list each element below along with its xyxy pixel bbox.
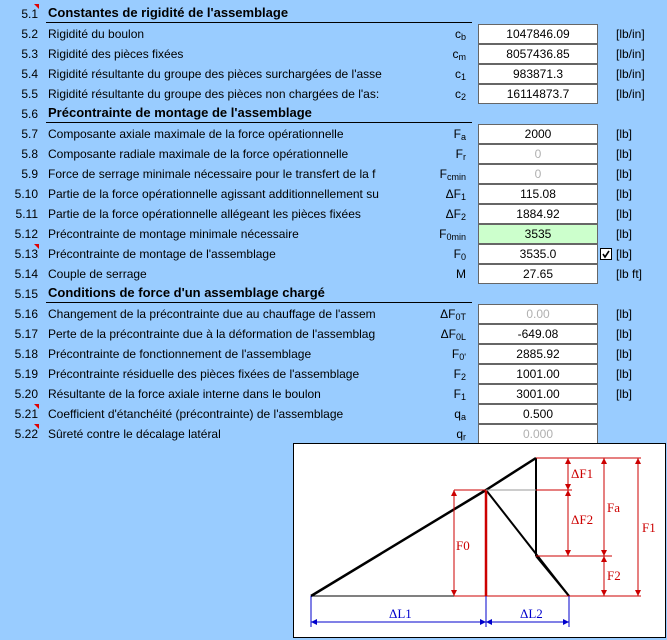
row-label: Sûreté contre le décalage latéral [48,427,221,441]
symbol: $c_2$ [454,87,466,102]
unit-label: [lb] [616,227,633,241]
section-rule [46,22,472,23]
row-number: 5.16 [14,307,38,321]
parameter-row [0,24,667,44]
symbol: $F_1$ [453,387,466,402]
parameter-row [0,324,667,344]
row-number: 5.17 [14,327,38,341]
symbol: $c_m$ [452,47,466,62]
row-number: 5.5 [21,87,38,101]
symbol: $c_1$ [454,67,466,82]
section-header [0,104,667,124]
label-F1: F1 [642,520,656,535]
value-field[interactable]: 0.000 [478,424,598,444]
row-label: Conditions de force d'un assemblage chargé [48,286,325,300]
unit-label: [lb] [616,307,633,321]
value-field[interactable]: 0 [478,144,598,164]
unit-label: [lb] [616,147,633,161]
parameter-row [0,264,667,284]
row-number: 5.13 [14,247,38,261]
symbol: $F_r$ [455,147,466,162]
unit-label: [lb] [616,247,633,261]
row-label: Coefficient d'étanchéité (précontrainte) de l'assemblage [48,407,344,421]
comment-marker-icon[interactable] [34,244,39,249]
symbol: $F_{0'}$ [451,347,466,362]
unit-label: [lb] [616,207,633,221]
row-number: 5.10 [14,187,38,201]
symbol: $F_{0min}$ [439,227,466,242]
row-number: 5.4 [21,67,38,81]
row-number: 5.22 [14,427,38,441]
symbol: $\Delta F_2$ [445,207,466,222]
value-field[interactable]: 983871.3 [478,64,598,84]
row-label: Constantes de rigidité de l'assemblage [48,6,289,20]
row-number: 5.21 [14,407,38,421]
unit-label: [lb ft] [616,267,643,281]
symbol: $\Delta F_{0T}$ [440,307,466,322]
row-number: 5.20 [14,387,38,401]
value-field[interactable]: 1884.92 [478,204,598,224]
value-field[interactable]: 0.500 [478,404,598,424]
row-number: 5.12 [14,227,38,241]
row-number: 5.3 [21,47,38,61]
parameter-row [0,344,667,364]
value-field[interactable]: 16114873.7 [478,84,598,104]
row-number: 5.14 [14,267,38,281]
symbol: $q_a$ [454,407,466,422]
comment-marker-icon[interactable] [34,4,39,9]
symbol: $q_r$ [456,427,466,442]
row-label: Précontrainte de fonctionnement de l'assemblage [48,347,312,361]
row-label: Précontrainte de montage de l'assemblage [48,106,312,120]
parameter-row [0,244,667,264]
parameter-row [0,44,667,64]
row-number: 5.7 [21,127,38,141]
parameter-row [0,84,667,104]
parameter-row [0,64,667,84]
section-rule [46,122,472,123]
row-label: Précontrainte de montage minimale nécessaire [48,227,299,241]
row-label: Rigidité résultante du groupe des pièces surchargées de l'asse [48,67,382,81]
parameter-row [0,424,667,444]
manual-value-checkbox[interactable] [600,248,612,260]
row-label: Perte de la précontrainte due à la déformation de l'assemblag [48,327,376,341]
symbol: $F_{cmin}$ [439,167,466,182]
row-label: Partie de la force opérationnelle agissant additionnellement su [48,187,379,201]
parameter-row [0,204,667,224]
row-number: 5.6 [21,107,38,121]
label-F0: F0 [456,538,470,553]
row-number: 5.8 [21,147,38,161]
unit-label: [lb] [616,347,633,361]
label-dF1: ΔF1 [571,466,594,481]
row-label: Précontrainte de montage de l'assemblage [48,247,276,261]
section-header [0,284,667,304]
row-label: Rigidité résultante du groupe des pièces non chargées de l'as: [48,87,380,101]
bolt-load-line [486,458,536,490]
symbol: $\Delta F_1$ [445,187,466,202]
parameter-row [0,384,667,404]
unit-label: [lb] [616,187,633,201]
value-field[interactable]: 2885.92 [478,344,598,364]
value-field[interactable]: 1001.00 [478,364,598,384]
row-number: 5.2 [21,27,38,41]
unit-label: [lb] [616,387,633,401]
value-field[interactable]: 3535.0 [478,244,598,264]
value-field[interactable]: 8057436.85 [478,44,598,64]
row-number: 5.15 [14,287,38,301]
comment-marker-icon[interactable] [34,424,39,429]
row-label: Changement de la précontrainte due au chauffage de l'assem [48,307,376,321]
row-label: Rigidité des pièces fixées [48,47,184,61]
row-label: Rigidité du boulon [48,27,145,41]
unit-label: [lb] [616,367,633,381]
parameter-row [0,304,667,324]
value-field[interactable]: 0 [478,164,598,184]
unit-label: [lb/in] [616,87,645,101]
row-label: Force de serrage minimale nécessaire pour le transfert de la f [48,167,376,181]
parameter-row [0,404,667,424]
symbol: $c_b$ [454,27,466,42]
unit-label: [lb/in] [616,47,645,61]
label-dL1: ΔL1 [389,606,412,621]
symbol: M [456,267,466,281]
symbol: $\Delta F_{0L}$ [440,327,466,342]
unit-label: [lb/in] [616,27,645,41]
row-number: 5.9 [21,167,38,181]
parameter-row [0,224,667,244]
unit-label: [lb] [616,327,633,341]
parameter-row [0,184,667,204]
label-dL2: ΔL2 [520,606,543,621]
row-number: 5.11 [15,207,38,221]
value-field[interactable]: 27.65 [478,264,598,284]
row-label: Partie de la force opérationnelle allégeant les pièces fixées [48,207,361,221]
row-number: 5.18 [14,347,38,361]
unit-label: [lb] [616,167,633,181]
row-label: Précontrainte résiduelle des pièces fixées de l'assemblage [48,367,360,381]
value-field[interactable]: 0.00 [478,304,598,324]
symbol: $F_2$ [453,367,466,382]
parameter-row [0,124,667,144]
label-dF2: ΔF2 [571,512,594,527]
section-rule [46,302,472,303]
force-deformation-diagram [293,443,666,638]
section-header [0,4,667,24]
row-number: 5.1 [21,7,38,21]
row-label: Résultante de la force axiale interne dans le boulon [48,387,321,401]
value-field[interactable]: 115.08 [478,184,598,204]
parameter-row [0,144,667,164]
unit-label: [lb/in] [616,67,645,81]
label-Fa: Fa [607,500,620,515]
value-field[interactable]: 1047846.09 [478,24,598,44]
comment-marker-icon[interactable] [34,404,39,409]
row-label: Composante radiale maximale de la force opérationnelle [48,147,349,161]
parts-reduced-line [536,556,569,596]
label-F2: F2 [607,568,621,583]
value-field[interactable]: 3001.00 [478,384,598,404]
symbol: $F_a$ [453,127,466,142]
value-field[interactable]: 3535 [478,224,598,244]
symbol: $F_0$ [453,247,466,262]
row-number: 5.19 [14,367,38,381]
value-field[interactable]: -649.08 [478,324,598,344]
row-label: Couple de serrage [48,267,147,281]
unit-label: [lb] [616,127,633,141]
value-field[interactable]: 2000 [478,124,598,144]
parameter-row [0,164,667,184]
row-label: Composante axiale maximale de la force opérationnelle [48,127,344,141]
diagram-svg [294,444,665,637]
parameter-row [0,364,667,384]
